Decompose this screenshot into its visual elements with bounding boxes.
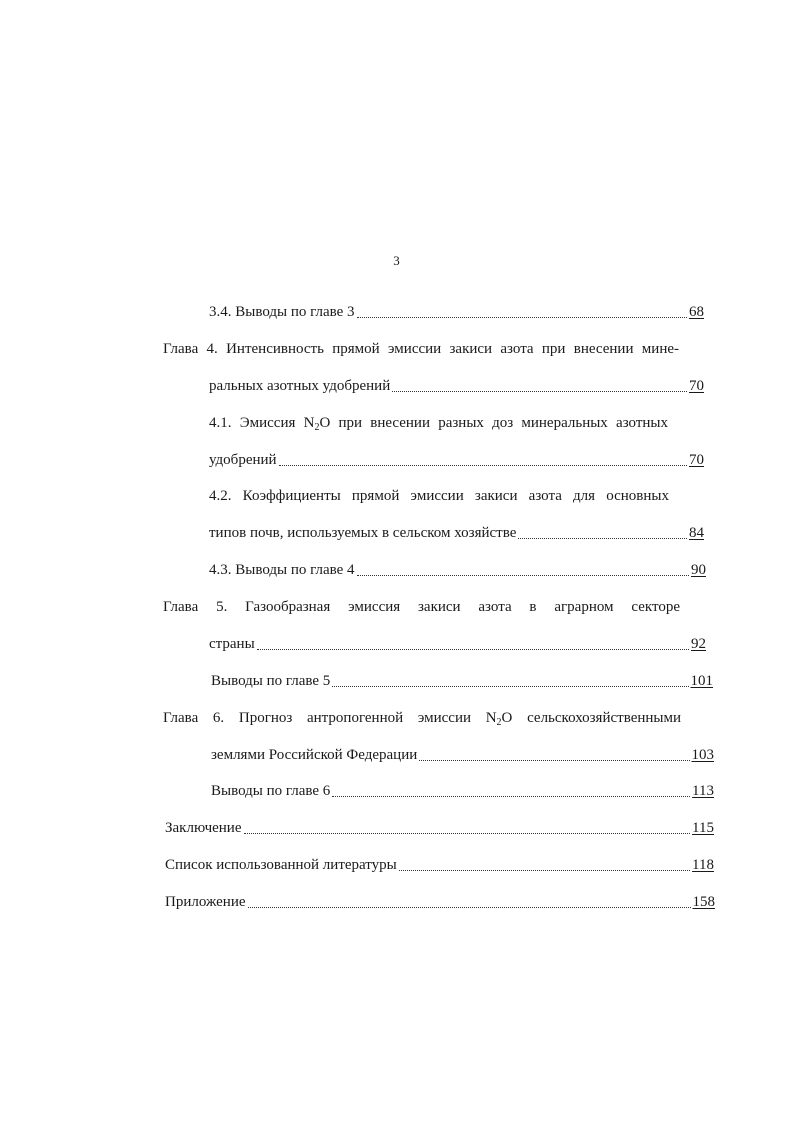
toc-entry[interactable] xyxy=(211,782,714,800)
toc-entry-page: 70 xyxy=(689,452,704,468)
toc-entry-title: Выводы по главе 6 xyxy=(211,783,331,799)
toc-entry-title: Выводы по главе 5 xyxy=(211,673,331,689)
toc-entry-title-cont: ральных азотных удобрений xyxy=(209,378,391,394)
leader-dots xyxy=(357,574,689,576)
toc-entry-line1[interactable] xyxy=(209,414,668,432)
leader-dots xyxy=(279,464,687,466)
toc-entry-title: Список использованной литературы xyxy=(165,857,397,873)
toc-entry-line1[interactable] xyxy=(209,487,669,505)
toc-entry-title: 4.3. Выводы по главе 4 xyxy=(209,562,355,578)
toc-entry-page: 103 xyxy=(691,747,714,763)
toc-entry[interactable] xyxy=(209,377,704,395)
toc-entry[interactable] xyxy=(209,635,706,653)
toc-entry[interactable] xyxy=(209,561,706,579)
toc-entry-title-cont: страны xyxy=(209,636,255,652)
leader-dots xyxy=(244,832,691,834)
toc-entry[interactable] xyxy=(209,303,704,321)
toc-entry-title: 3.4. Выводы по главе 3 xyxy=(209,304,355,320)
toc-entry-title: Приложение xyxy=(165,894,246,910)
toc-entry[interactable] xyxy=(209,524,704,542)
title-part: O при внесении разных доз минеральных азотных xyxy=(319,415,668,431)
leader-dots xyxy=(518,537,687,539)
toc-entry-page: 84 xyxy=(689,525,704,541)
toc-entry[interactable] xyxy=(211,746,714,764)
leader-dots xyxy=(248,906,691,908)
toc-entry-title-cont: удобрений xyxy=(209,452,277,468)
subscript: 2 xyxy=(496,717,502,728)
toc-entry[interactable] xyxy=(209,451,704,469)
toc-entry-title-cont: землями Российской Федерации xyxy=(211,747,418,763)
toc-entry-page: 70 xyxy=(689,378,704,394)
leader-dots xyxy=(419,759,689,761)
toc-entry-page: 101 xyxy=(690,673,713,689)
toc-entry[interactable] xyxy=(165,856,714,874)
toc-entry-title: Глава 4. Интенсивность прямой эмиссии закиси азота при внесении мине- xyxy=(163,341,679,357)
title-part: O сельскохозяйственными xyxy=(501,710,682,726)
toc-entry-page: 158 xyxy=(692,894,715,910)
title-part: Глава 6. Прогноз антропогенной эмиссии N xyxy=(163,710,497,726)
subscript: 2 xyxy=(314,422,320,433)
toc-entry-page: 115 xyxy=(692,820,714,836)
leader-dots xyxy=(257,648,689,650)
leader-dots xyxy=(399,869,690,871)
toc-entry-title xyxy=(163,709,681,732)
toc-entry-title: Заключение xyxy=(165,820,242,836)
title-part: 4.1. Эмиссия N xyxy=(209,415,315,431)
leader-dots xyxy=(332,795,690,797)
toc-entry-page: 90 xyxy=(691,562,706,578)
toc-entry[interactable] xyxy=(165,893,715,911)
toc-entry-title-cont: типов почв, используемых в сельском хозяйстве xyxy=(209,525,517,541)
toc-entry-title: Глава 5. Газообразная эмиссия закиси азота в аграрном секторе xyxy=(163,599,680,615)
toc-entry[interactable] xyxy=(165,819,714,837)
toc-entry-title: 4.2. Коэффициенты прямой эмиссии закиси азота для основных xyxy=(209,488,669,504)
toc-entry-page: 113 xyxy=(692,783,714,799)
leader-dots xyxy=(392,390,687,392)
toc-entry-line1[interactable] xyxy=(163,709,681,727)
toc-entry-title xyxy=(209,414,668,437)
toc-entry-line1[interactable] xyxy=(163,598,680,616)
page-number: 3 xyxy=(393,253,400,268)
leader-dots xyxy=(357,316,687,318)
toc-entry-line1[interactable] xyxy=(163,340,679,358)
toc-entry-page: 92 xyxy=(691,636,706,652)
toc-entry-page: 68 xyxy=(689,304,704,320)
toc-entry[interactable] xyxy=(211,672,713,690)
leader-dots xyxy=(332,685,688,687)
toc-entry-page: 118 xyxy=(692,857,714,873)
